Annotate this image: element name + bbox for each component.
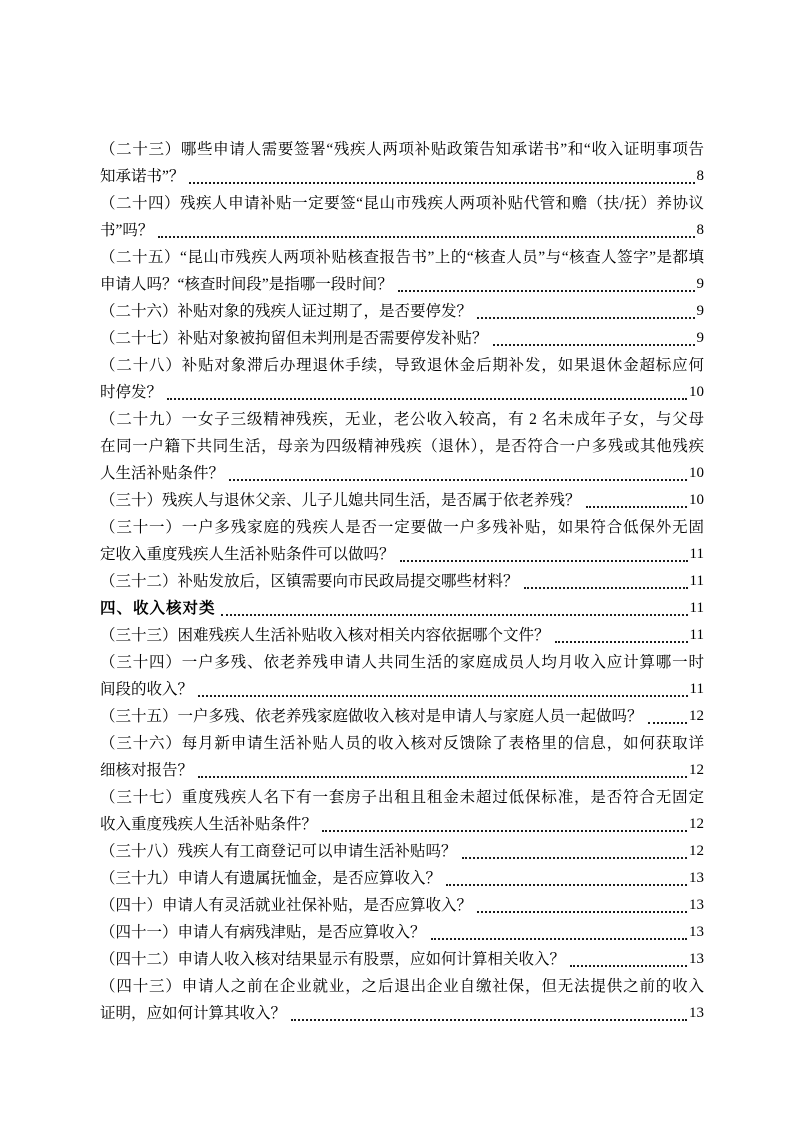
- toc-page-number: 11: [689, 600, 704, 616]
- toc-entry: [100, 298, 704, 325]
- toc-entry-text: （四十）申请人有灵活就业社保补贴，是否应算收入？: [100, 897, 473, 914]
- toc-entry-line: [100, 757, 704, 784]
- dot-leader: [198, 695, 688, 697]
- toc-page-number: 10: [689, 492, 704, 508]
- toc-page-number: 9: [696, 303, 704, 319]
- toc-page-number: 11: [689, 546, 704, 562]
- toc-page-number: 13: [689, 870, 704, 886]
- toc-entry-text: 四、收入核对类: [100, 600, 216, 617]
- toc-page-number: 12: [689, 708, 704, 724]
- toc-entry: [100, 703, 704, 730]
- dot-leader: [477, 911, 687, 913]
- toc-page-number: 11: [689, 627, 704, 643]
- toc-entry-text: 细核对报告？: [100, 762, 194, 779]
- dot-leader: [462, 857, 687, 859]
- dot-leader: [446, 884, 687, 886]
- toc-entry-text: （四十三）申请人之前在企业就业，之后退出企业自缴社保，但无法提供之前的收入: [100, 978, 704, 995]
- dot-leader: [570, 965, 687, 967]
- toc-entry-line: [100, 460, 704, 487]
- dot-leader: [322, 830, 687, 832]
- toc-entry: [100, 973, 704, 1027]
- toc-entry: [100, 892, 704, 919]
- toc-entry-line: [100, 325, 704, 352]
- toc-entry-text: （三十）残疾人与退休父亲、儿子儿媳共同生活，是否属于依老养残？: [100, 492, 581, 509]
- toc-entry: [100, 649, 704, 703]
- toc-page-number: 13: [689, 924, 704, 940]
- toc-entry-line: [100, 649, 704, 676]
- toc-page-number: 13: [689, 1005, 704, 1021]
- toc-entry-text: （二十三）哪些申请人需要签署“残疾人两项补贴政策告知承诺书”和“收入证明事项告: [100, 141, 704, 158]
- dot-leader: [431, 938, 687, 940]
- toc-entry-text: （三十二）补贴发放后，区镇需要向市民政局提交哪些材料？: [100, 573, 519, 590]
- toc-entry: [100, 865, 704, 892]
- dot-leader: [555, 641, 688, 643]
- toc-entry-line: [100, 514, 704, 541]
- dot-leader: [221, 614, 688, 616]
- toc-page-number: 12: [689, 843, 704, 859]
- toc-entry-line: [100, 136, 704, 163]
- toc-entry-line: [100, 946, 704, 973]
- toc-entry-line: [100, 676, 704, 703]
- dot-leader: [493, 344, 695, 346]
- toc-section-heading: [100, 595, 704, 622]
- dot-leader: [229, 479, 687, 481]
- toc-entry-text: （二十八）补贴对象滞后办理退休手续，导致退休金后期补发，如果退休金超标应何: [100, 357, 704, 374]
- table-of-contents: [100, 136, 704, 1027]
- toc-entry-line: [100, 244, 704, 271]
- toc-entry-text: （三十六）每月新申请生活补贴人员的收入核对反馈除了表格里的信息，如何获取详: [100, 735, 704, 752]
- toc-entry-line: [100, 892, 704, 919]
- toc-entry-text: （四十一）申请人有病残津贴，是否应算收入？: [100, 924, 426, 941]
- toc-entry-text: 间段的收入？: [100, 681, 194, 698]
- toc-entry-text: 在同一户籍下共同生活，母亲为四级精神残疾（退休），是否符合一户多残或其他残疾: [100, 438, 704, 455]
- toc-entry-line: [100, 919, 704, 946]
- toc-entry-text: （二十五）“昆山市残疾人两项补贴核查报告书”上的“核查人员”与“核查人签字”是都填: [100, 249, 704, 266]
- toc-entry-line: [100, 811, 704, 838]
- toc-entry: [100, 784, 704, 838]
- toc-entry-text: （三十八）残疾人有工商登记可以申请生活补贴吗？: [100, 843, 457, 860]
- toc-entry: [100, 514, 704, 568]
- toc-entry-line: [100, 1000, 704, 1027]
- toc-entry: [100, 325, 704, 352]
- toc-entry-line: [100, 703, 704, 730]
- toc-entry: [100, 838, 704, 865]
- toc-entry: [100, 919, 704, 946]
- toc-entry-text: 人生活补贴条件？: [100, 465, 225, 482]
- toc-entry-text: （四十二）申请人收入核对结果显示有股票，应如何计算相关收入？: [100, 951, 566, 968]
- toc-entry-text: （三十五）一户多残、依老养残家庭做收入核对是申请人与家庭人员一起做吗？: [100, 708, 643, 725]
- toc-entry-line: [100, 487, 704, 514]
- toc-entry-text: 申请人吗？“核查时间段”是指哪一段时间？: [100, 276, 393, 293]
- toc-entry-text: 时停发？: [100, 384, 163, 401]
- toc-entry: [100, 244, 704, 298]
- toc-entry-line: [100, 730, 704, 757]
- toc-page-number: 8: [696, 168, 704, 184]
- toc-entry-line: [100, 433, 704, 460]
- toc-entry-line: [100, 406, 704, 433]
- toc-entry-text: （三十九）申请人有遗属抚恤金，是否应算收入？: [100, 870, 442, 887]
- toc-entry-text: （三十四）一户多残、依老养残申请人共同生活的家庭成员人均月收入应计算哪一时: [100, 654, 704, 671]
- dot-leader: [586, 506, 687, 508]
- toc-entry-text: （二十四）残疾人申请补贴一定要签“昆山市残疾人两项补贴代管和赡（扶/抚）养协议: [100, 195, 704, 212]
- dot-leader: [400, 560, 688, 562]
- toc-page-number: 12: [689, 762, 704, 778]
- toc-entry-line: [100, 271, 704, 298]
- toc-entry-text: （二十九）一女子三级精神残疾，无业，老公收入较高，有 2 名未成年子女，与父母: [100, 411, 704, 428]
- dot-leader: [477, 317, 694, 319]
- toc-page-number: 11: [689, 573, 704, 589]
- toc-page-number: 9: [696, 330, 704, 346]
- toc-entry-text: （三十三）困难残疾人生活补贴收入核对相关内容依据哪个文件？: [100, 627, 550, 644]
- toc-page-number: 11: [689, 681, 704, 697]
- toc-entry-text: 收入重度残疾人生活补贴条件？: [100, 816, 318, 833]
- toc-entry-line: [100, 784, 704, 811]
- toc-entry-line: [100, 838, 704, 865]
- toc-entry-text: 定收入重度残疾人生活补贴条件可以做吗？: [100, 546, 395, 563]
- toc-page-number: 12: [689, 816, 704, 832]
- toc-entry-text: 证明，应如何计算其收入？: [100, 1005, 287, 1022]
- toc-entry-line: [100, 352, 704, 379]
- dot-leader: [524, 587, 688, 589]
- toc-entry-line: [100, 622, 704, 649]
- toc-entry: [100, 568, 704, 595]
- toc-entry-text: 知承诺书”？: [100, 168, 185, 185]
- dot-leader: [648, 722, 687, 724]
- toc-entry: [100, 352, 704, 406]
- dot-leader: [158, 236, 694, 238]
- toc-page-number: 10: [689, 384, 704, 400]
- dot-leader: [398, 290, 695, 292]
- toc-entry: [100, 136, 704, 190]
- toc-entry-text: 书”吗？: [100, 222, 154, 239]
- toc-entry-text: （三十一）一户多残家庭的残疾人是否一定要做一户多残补贴，如果符合低保外无固: [100, 519, 704, 536]
- toc-entry-line: [100, 568, 704, 595]
- toc-entry-line: [100, 217, 704, 244]
- toc-entry-text: （二十六）补贴对象的残疾人证过期了，是否要停发？: [100, 303, 473, 320]
- dot-leader: [198, 776, 687, 778]
- toc-entry: [100, 406, 704, 487]
- dot-leader: [189, 182, 694, 184]
- dot-leader: [167, 398, 687, 400]
- toc-page-number: 13: [689, 951, 704, 967]
- toc-entry-line: [100, 379, 704, 406]
- toc-entry-text: （三十七）重度残疾人名下有一套房子出租且租金未超过低保标准，是否符合无固定: [100, 789, 704, 806]
- toc-page-number: 13: [689, 897, 704, 913]
- toc-page-number: 10: [689, 465, 704, 481]
- toc-entry: [100, 730, 704, 784]
- toc-page-number: 8: [696, 222, 704, 238]
- toc-entry-line: [100, 541, 704, 568]
- toc-entry: [100, 487, 704, 514]
- toc-entry-text: （二十七）补贴对象被拘留但未判刑是否需要停发补贴？: [100, 330, 488, 347]
- toc-page-number: 9: [696, 276, 704, 292]
- toc-entry-line: [100, 595, 704, 622]
- toc-entry-line: [100, 865, 704, 892]
- toc-entry: [100, 190, 704, 244]
- toc-entry-line: [100, 190, 704, 217]
- toc-entry-line: [100, 163, 704, 190]
- toc-entry-line: [100, 973, 704, 1000]
- toc-entry-line: [100, 298, 704, 325]
- toc-entry: [100, 622, 704, 649]
- toc-entry: [100, 946, 704, 973]
- dot-leader: [291, 1019, 687, 1021]
